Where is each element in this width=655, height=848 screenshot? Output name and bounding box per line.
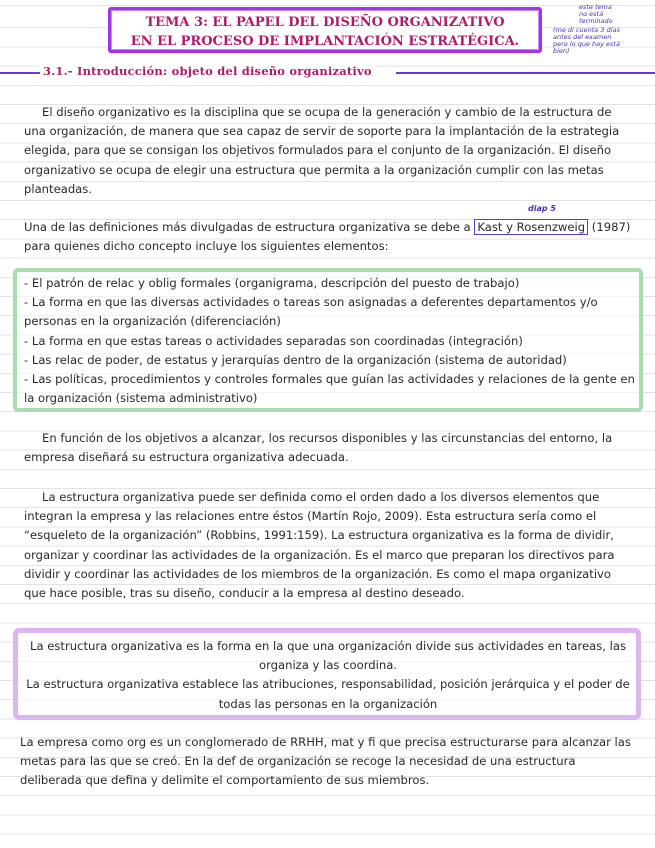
list-item: - La forma en que estas tareas o actividades separadas son coordinadas (integración) xyxy=(24,333,523,348)
list-item: - Las relac de poder, de estatus y jerarquías dentro de la organización (sistema de autoridad) xyxy=(24,352,567,367)
paragraph-2-end: (1987) para quienes dicho concepto incluye los siguientes elementos: xyxy=(24,220,631,254)
definition-line1: La estructura organizativa es la forma en la que una organización divide sus actividades en tareas, las organiza y las coordina. xyxy=(30,639,626,673)
side-note-line1: este tema no está terminado xyxy=(579,3,613,25)
chapter-title-line2: EN EL PROCESO DE IMPLANTACIÓN ESTRATÉGICA. xyxy=(130,34,520,49)
paragraph-2 xyxy=(24,218,634,256)
list-item: - El patrón de relac y oblig formales (organigrama, descripción del puesto de trabajo) xyxy=(24,276,520,290)
paragraph-3: En función de los objetivos a alcanzar, los recursos disponibles y las circunstancias del entorno, la empresa diseñará su estructura organizativa adecuada. xyxy=(24,431,613,465)
handwritten-reference: diap 5 xyxy=(528,204,556,213)
chapter-title-box xyxy=(108,7,542,53)
definition-line2: La estructura organizativa establece las atribuciones, responsabilidad, posición jerárquica y el poder de todas las personas en la organización xyxy=(26,677,630,711)
list-item: - La forma en que las diversas actividades o tareas son asignadas a deferentes departamentos y/o personas en la organización (diferenciación) xyxy=(24,295,598,329)
paragraph-1: El diseño organizativo es la disciplina que se ocupa de la generación y cambio de la estructura de una organización, de manera que sea capaz de servir de soporte para la implantación de la estrategia elegida, para que se consigan los objetivos formulados para el conjunto de la organización. El diseño organizativo se ocupa de elegir una estructura que permita a la organización cumplir con las metas planteadas. xyxy=(24,105,620,196)
author-highlight: Kast y Rosenzweig xyxy=(474,219,588,235)
side-note-line2: (me di cuenta 3 días antes del examen pero lo que hay está bien) xyxy=(553,26,620,55)
section-divider-left xyxy=(0,72,42,74)
definition-text xyxy=(24,637,632,714)
paragraph-2-start: Una de las definiciones más divulgadas de estructura organizativa se debe a xyxy=(24,220,475,234)
paragraph-4: La estructura organizativa puede ser definida como el orden dado a los diversos elementos que integran la empresa y las relaciones entre éstos (Martín Rojo, 2009). Esta estructura sería como el “esqueleto de la organización” (Robbins, 1991:159). La estructura organizativa es la forma de dividir, organizar y coordinar las actividades de la organización. Es el marco que preparan los directivos para dividir y coordinar las actividades de los miembros de la organización. Es como el mapa organizativo que hace posible, tras su diseño, conducir a la empresa al destino deseado. xyxy=(24,490,615,601)
section-divider-right xyxy=(396,72,655,74)
paragraph-5: La empresa como org es un conglomerado de RRHH, mat y fi que precisa estructurarse para alcanzar las metas para las que se creó. En la def de organización se recoge la necesidad de una estructura deliberada que defina y delimite el comportamiento de sus miembros. xyxy=(20,735,631,788)
elements-list xyxy=(24,274,636,408)
list-item: - Las políticas, procedimientos y controles formales que guían las actividades y relaciones de la gente en la organización (sistema administrativo) xyxy=(24,372,635,406)
section-title: 3.1.- Introducción: objeto del diseño organizativo xyxy=(40,64,375,78)
chapter-title-line1: TEMA 3: EL PAPEL DEL DISEÑO ORGANIZATIVO xyxy=(145,15,505,30)
handwritten-side-note xyxy=(553,4,653,55)
